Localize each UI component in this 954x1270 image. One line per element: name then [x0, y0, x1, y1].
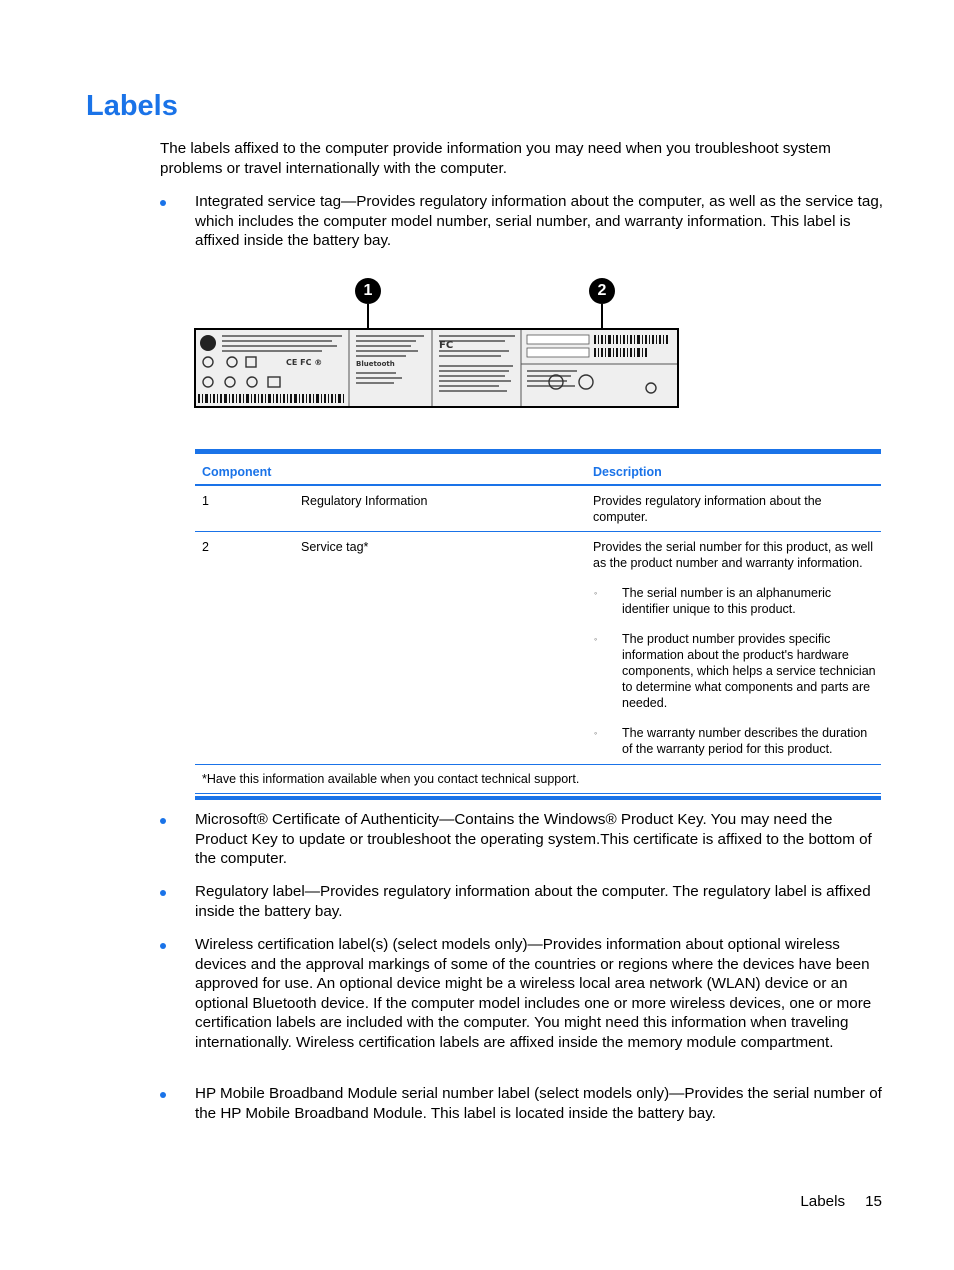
- list-item: HP Mobile Broadband Module serial number label (select models only)—Provides the serial number of the HP Mobile Broadband Module. This label is located inside the battery bay.: [160, 1084, 885, 1123]
- footer-section: Labels: [800, 1193, 846, 1210]
- row-component: Regulatory Information: [301, 494, 428, 508]
- circle-bullet-icon: ◦: [594, 634, 598, 644]
- table-header: [195, 454, 881, 486]
- svg-text:FC: FC: [439, 340, 454, 351]
- bullet-icon: [160, 943, 166, 949]
- hp-logo-icon: [200, 335, 216, 351]
- page-title: Labels: [86, 90, 178, 122]
- row-description: Provides the serial number for this product, as well as the product number and warranty information.: [593, 540, 873, 570]
- list-item: Microsoft® Certificate of Authenticity—Contains the Windows® Product Key. You may need the Product Key to update or troubleshoot the operating system.This certificate is affixed to the bottom of the computer.: [160, 810, 885, 869]
- label-strip-graphic: [196, 330, 677, 406]
- row-component: Service tag*: [301, 540, 369, 554]
- callout-1: 1: [355, 278, 381, 304]
- table-row: [195, 486, 881, 532]
- bullet-icon: [160, 890, 166, 896]
- table-row: [195, 532, 881, 765]
- page-number: 15: [865, 1193, 882, 1210]
- bullet-icon: [160, 200, 166, 206]
- header-description: Description: [593, 465, 662, 479]
- bullet-icon: [160, 1092, 166, 1098]
- page-footer: [800, 1193, 882, 1210]
- row-number: 2: [202, 540, 209, 554]
- bullet-icon: [160, 818, 166, 824]
- row-description: Provides regulatory information about the computer.: [593, 494, 822, 524]
- list-item: Integrated service tag—Provides regulatory information about the computer, as well as the service tag, which includes the computer model number, serial number, and warranty information. This label is affixed inside the battery bay.: [160, 192, 885, 251]
- circle-bullet-icon: ◦: [594, 728, 598, 738]
- sub-list-item: ◦ The product number provides specific information about the product's hardware components, which helps a service technician to determine what components and parts are needed.: [594, 632, 876, 710]
- callout-line-2: [601, 304, 603, 328]
- labels-figure: [194, 276, 679, 408]
- row-description-block: [593, 539, 878, 757]
- circle-bullet-icon: ◦: [594, 588, 598, 598]
- components-table: [195, 449, 881, 800]
- row-number: 1: [202, 494, 209, 508]
- callout-2: 2: [589, 278, 615, 304]
- list-item: Wireless certification label(s) (select models only)—Provides information about optional wireless devices and the approval markings of some of the countries or regions where the devices have been approved for use. An optional device might be a wireless local area network (WLAN) device or an optional Bluetooth device. If the computer model includes one or more wireless devices, one or more certification labels are included with the computer. You might need this information when traveling internationally. Wireless certification labels are affixed inside the memory module compartment.: [160, 935, 885, 1052]
- header-component: Component: [202, 465, 272, 479]
- intro-paragraph: The labels affixed to the computer provide information you may need when you troubleshoot system problems or travel internationally with the computer.: [160, 140, 831, 177]
- svg-text:CE FC ®: CE FC ®: [286, 358, 323, 367]
- sub-list-item: ◦ The warranty number describes the duration of the warranty period for this product.: [594, 726, 868, 756]
- table-footnote: *Have this information available when you contact technical support.: [195, 765, 881, 794]
- callout-line-1: [367, 304, 369, 328]
- sub-list-item: ◦ The serial number is an alphanumeric identifier unique to this product.: [594, 586, 832, 616]
- list-item: Regulatory label—Provides regulatory information about the computer. The regulatory label is affixed inside the battery bay.: [160, 882, 885, 921]
- svg-text:Bluetooth: Bluetooth: [356, 360, 395, 368]
- regulatory-label-image: [194, 328, 679, 408]
- table-bottom-rule: [195, 796, 881, 800]
